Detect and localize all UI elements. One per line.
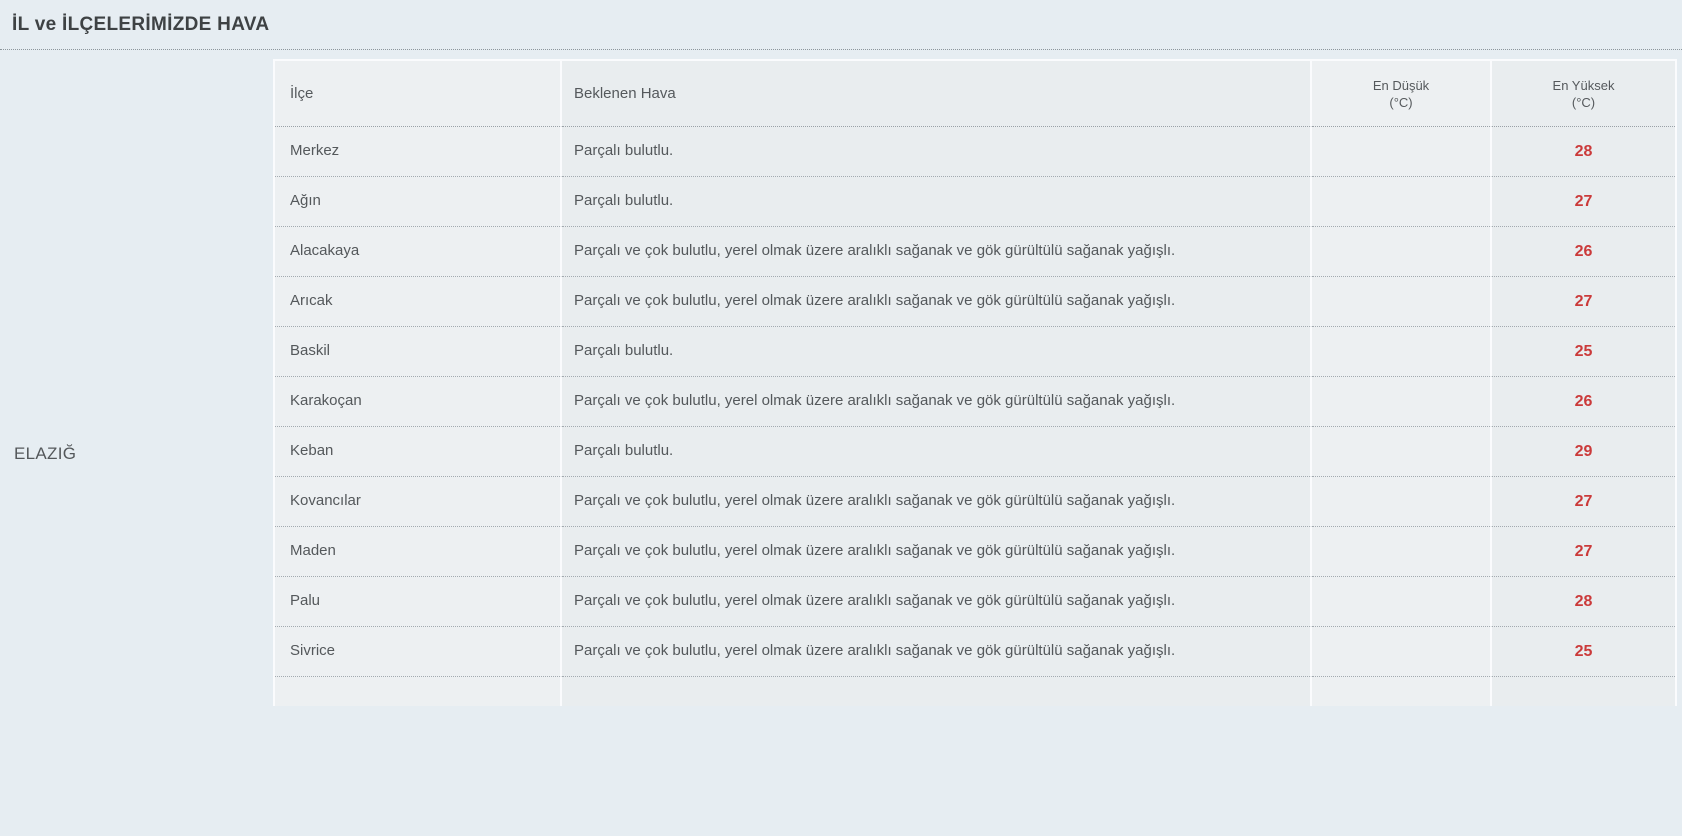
table-row xyxy=(275,476,1675,526)
max-temp-cell: 28 xyxy=(1492,576,1675,626)
weather-cell xyxy=(562,176,1312,226)
district-cell: Keban xyxy=(275,426,562,476)
weather-text: Parçalı ve çok bulutlu, yerel olmak üzere aralıklı sağanak ve gök gürültülü sağanak yağışlı. xyxy=(574,642,1176,659)
col-header-weather: Beklenen Hava xyxy=(562,61,1312,127)
max-temp-cell: 27 xyxy=(1492,176,1675,226)
weather-cell xyxy=(562,276,1312,326)
min-temp-cell xyxy=(1312,526,1492,576)
col-header-min-label: En Düşük xyxy=(1372,77,1430,93)
weather-text: Parçalı bulutlu. xyxy=(574,192,674,209)
max-temp-cell: 25 xyxy=(1492,326,1675,376)
weather-text: Parçalı ve çok bulutlu, yerel olmak üzere aralıklı sağanak ve gök gürültülü sağanak yağışlı. xyxy=(574,492,1176,509)
weather-text: Parçalı ve çok bulutlu, yerel olmak üzere aralıklı sağanak ve gök gürültülü sağanak yağışlı. xyxy=(574,542,1176,559)
min-temp-cell xyxy=(1312,376,1492,426)
district-cell: Palu xyxy=(275,576,562,626)
district-cell: Arıcak xyxy=(275,276,562,326)
table-row xyxy=(275,376,1675,426)
weather-cell xyxy=(562,226,1312,276)
province-column xyxy=(0,50,273,835)
col-header-max xyxy=(1492,61,1675,127)
weather-cell xyxy=(562,576,1312,626)
table-header-row xyxy=(275,61,1675,127)
province-label: ELAZIĞ xyxy=(14,443,77,463)
district-cell: Sivrice xyxy=(275,626,562,676)
filler-cell xyxy=(1312,676,1492,706)
weather-text: Parçalı bulutlu. xyxy=(574,142,674,159)
table-body xyxy=(275,127,1675,676)
district-cell: Baskil xyxy=(275,326,562,376)
filler-cell xyxy=(1492,676,1675,706)
page-title-bar xyxy=(0,0,1682,50)
min-temp-cell xyxy=(1312,326,1492,376)
max-temp-cell: 26 xyxy=(1492,226,1675,276)
min-temp-cell xyxy=(1312,576,1492,626)
weather-text: Parçalı bulutlu. xyxy=(574,342,674,359)
max-temp-cell: 28 xyxy=(1492,127,1675,176)
table-row xyxy=(275,626,1675,676)
min-temp-cell xyxy=(1312,226,1492,276)
min-temp-cell xyxy=(1312,476,1492,526)
max-temp-cell: 27 xyxy=(1492,276,1675,326)
table-row xyxy=(275,226,1675,276)
col-header-district: İlçe xyxy=(275,61,562,127)
table-row xyxy=(275,576,1675,626)
page-title: İL ve İLÇELERİMİZDE HAVA xyxy=(12,13,270,35)
weather-cell xyxy=(562,526,1312,576)
col-header-min-unit: (°C) xyxy=(1389,94,1413,110)
max-temp-cell: 27 xyxy=(1492,526,1675,576)
weather-text: Parçalı ve çok bulutlu, yerel olmak üzere aralıklı sağanak ve gök gürültülü sağanak yağışlı. xyxy=(574,242,1176,259)
district-cell: Alacakaya xyxy=(275,226,562,276)
weather-cell xyxy=(562,626,1312,676)
col-header-max-label: En Yüksek xyxy=(1552,77,1615,93)
district-cell: Merkez xyxy=(275,127,562,176)
col-header-min xyxy=(1312,61,1492,127)
district-cell: Kovancılar xyxy=(275,476,562,526)
weather-text: Parçalı bulutlu. xyxy=(574,442,674,459)
min-temp-cell xyxy=(1312,176,1492,226)
table-row xyxy=(275,127,1675,176)
min-temp-cell xyxy=(1312,127,1492,176)
filler-cell xyxy=(275,676,562,706)
district-cell: Ağın xyxy=(275,176,562,226)
table-row xyxy=(275,276,1675,326)
weather-cell xyxy=(562,426,1312,476)
max-temp-cell: 25 xyxy=(1492,626,1675,676)
filler-row xyxy=(275,676,1675,706)
district-cell: Maden xyxy=(275,526,562,576)
max-temp-cell: 29 xyxy=(1492,426,1675,476)
weather-cell xyxy=(562,326,1312,376)
forecast-table xyxy=(275,61,1675,706)
table-row xyxy=(275,326,1675,376)
district-cell: Karakoçan xyxy=(275,376,562,426)
table-row xyxy=(275,426,1675,476)
forecast-table-wrap xyxy=(273,59,1677,706)
min-temp-cell xyxy=(1312,626,1492,676)
weather-cell xyxy=(562,376,1312,426)
max-temp-cell: 26 xyxy=(1492,376,1675,426)
content-area xyxy=(0,50,1682,835)
table-row xyxy=(275,176,1675,226)
table-row xyxy=(275,526,1675,576)
weather-text: Parçalı ve çok bulutlu, yerel olmak üzere aralıklı sağanak ve gök gürültülü sağanak yağışlı. xyxy=(574,292,1176,309)
weather-cell xyxy=(562,476,1312,526)
min-temp-cell xyxy=(1312,276,1492,326)
col-header-max-unit: (°C) xyxy=(1571,94,1596,110)
filler-cell xyxy=(562,676,1312,706)
weather-text: Parçalı ve çok bulutlu, yerel olmak üzere aralıklı sağanak ve gök gürültülü sağanak yağışlı. xyxy=(574,592,1176,609)
weather-text: Parçalı ve çok bulutlu, yerel olmak üzere aralıklı sağanak ve gök gürültülü sağanak yağışlı. xyxy=(574,392,1176,409)
max-temp-cell: 27 xyxy=(1492,476,1675,526)
min-temp-cell xyxy=(1312,426,1492,476)
weather-cell xyxy=(562,127,1312,176)
